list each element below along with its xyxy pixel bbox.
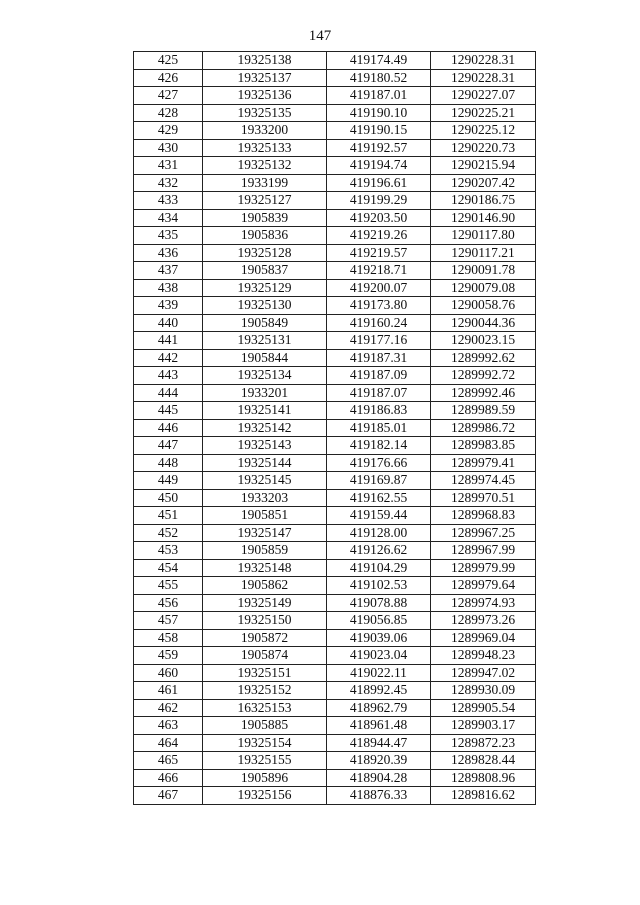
x-coordinate-cell: 419187.01 — [327, 87, 431, 105]
x-coordinate-cell: 419182.14 — [327, 437, 431, 455]
y-coordinate-cell: 1290091.78 — [431, 262, 536, 280]
y-coordinate-cell: 1289979.99 — [431, 559, 536, 577]
x-coordinate-cell: 419174.49 — [327, 52, 431, 70]
y-coordinate-cell: 1289816.62 — [431, 787, 536, 805]
point-number-cell: 441 — [134, 332, 203, 350]
y-coordinate-cell: 1289986.72 — [431, 419, 536, 437]
parcel-id-cell: 1905885 — [203, 717, 327, 735]
y-coordinate-cell: 1289979.41 — [431, 454, 536, 472]
table-row — [134, 752, 536, 770]
point-number-cell: 437 — [134, 262, 203, 280]
table-row — [134, 209, 536, 227]
parcel-id-cell: 16325153 — [203, 699, 327, 717]
point-number-cell: 435 — [134, 227, 203, 245]
y-coordinate-cell: 1289974.45 — [431, 472, 536, 490]
table-row — [134, 454, 536, 472]
table-row — [134, 682, 536, 700]
table-row — [134, 699, 536, 717]
table-row — [134, 87, 536, 105]
x-coordinate-cell: 419219.26 — [327, 227, 431, 245]
parcel-id-cell: 19325141 — [203, 402, 327, 420]
x-coordinate-cell: 419039.06 — [327, 629, 431, 647]
table-row — [134, 612, 536, 630]
x-coordinate-cell: 419200.07 — [327, 279, 431, 297]
x-coordinate-cell: 418992.45 — [327, 682, 431, 700]
y-coordinate-cell: 1290227.07 — [431, 87, 536, 105]
y-coordinate-cell: 1290117.21 — [431, 244, 536, 262]
x-coordinate-cell: 419192.57 — [327, 139, 431, 157]
x-coordinate-cell: 419160.24 — [327, 314, 431, 332]
y-coordinate-cell: 1289948.23 — [431, 647, 536, 665]
parcel-id-cell: 19325155 — [203, 752, 327, 770]
table-row — [134, 332, 536, 350]
point-number-cell: 432 — [134, 174, 203, 192]
x-coordinate-cell: 418904.28 — [327, 769, 431, 787]
point-number-cell: 466 — [134, 769, 203, 787]
y-coordinate-cell: 1290023.15 — [431, 332, 536, 350]
point-number-cell: 445 — [134, 402, 203, 420]
parcel-id-cell: 19325133 — [203, 139, 327, 157]
parcel-id-cell: 19325128 — [203, 244, 327, 262]
y-coordinate-cell: 1290058.76 — [431, 297, 536, 315]
x-coordinate-cell: 419185.01 — [327, 419, 431, 437]
page-number: 147 — [308, 28, 332, 44]
x-coordinate-cell: 419196.61 — [327, 174, 431, 192]
y-coordinate-cell: 1290228.31 — [431, 52, 536, 70]
y-coordinate-cell: 1290117.80 — [431, 227, 536, 245]
point-number-cell: 452 — [134, 524, 203, 542]
table-row — [134, 314, 536, 332]
parcel-id-cell: 1905862 — [203, 577, 327, 595]
parcel-id-cell: 19325150 — [203, 612, 327, 630]
table-row — [134, 279, 536, 297]
parcel-id-cell: 19325132 — [203, 157, 327, 175]
table-row — [134, 629, 536, 647]
parcel-id-cell: 1905872 — [203, 629, 327, 647]
x-coordinate-cell: 419186.83 — [327, 402, 431, 420]
table-row — [134, 419, 536, 437]
parcel-id-cell: 19325144 — [203, 454, 327, 472]
y-coordinate-cell: 1289947.02 — [431, 664, 536, 682]
point-number-cell: 439 — [134, 297, 203, 315]
y-coordinate-cell: 1289968.83 — [431, 507, 536, 525]
parcel-id-cell: 19325143 — [203, 437, 327, 455]
y-coordinate-cell: 1290220.73 — [431, 139, 536, 157]
y-coordinate-cell: 1289905.54 — [431, 699, 536, 717]
y-coordinate-cell: 1290207.42 — [431, 174, 536, 192]
point-number-cell: 428 — [134, 104, 203, 122]
table-row — [134, 349, 536, 367]
parcel-id-cell: 19325151 — [203, 664, 327, 682]
parcel-id-cell: 19325136 — [203, 87, 327, 105]
x-coordinate-cell: 419173.80 — [327, 297, 431, 315]
x-coordinate-cell: 419218.71 — [327, 262, 431, 280]
point-number-cell: 456 — [134, 594, 203, 612]
parcel-id-cell: 19325129 — [203, 279, 327, 297]
parcel-id-cell: 19325142 — [203, 419, 327, 437]
table-row — [134, 104, 536, 122]
table-row — [134, 157, 536, 175]
parcel-id-cell: 19325130 — [203, 297, 327, 315]
point-number-cell: 436 — [134, 244, 203, 262]
table-row — [134, 262, 536, 280]
table-row — [134, 402, 536, 420]
point-number-cell: 453 — [134, 542, 203, 560]
point-number-cell: 454 — [134, 559, 203, 577]
table-row — [134, 577, 536, 595]
y-coordinate-cell: 1289967.99 — [431, 542, 536, 560]
parcel-id-cell: 1933199 — [203, 174, 327, 192]
point-number-cell: 431 — [134, 157, 203, 175]
table-row — [134, 437, 536, 455]
parcel-id-cell: 1933201 — [203, 384, 327, 402]
x-coordinate-cell: 418920.39 — [327, 752, 431, 770]
parcel-id-cell: 19325154 — [203, 734, 327, 752]
point-number-cell: 429 — [134, 122, 203, 140]
y-coordinate-cell: 1289992.72 — [431, 367, 536, 385]
point-number-cell: 462 — [134, 699, 203, 717]
x-coordinate-cell: 419190.10 — [327, 104, 431, 122]
y-coordinate-cell: 1290079.08 — [431, 279, 536, 297]
y-coordinate-cell: 1289973.26 — [431, 612, 536, 630]
table-row — [134, 227, 536, 245]
point-number-cell: 458 — [134, 629, 203, 647]
parcel-id-cell: 19325152 — [203, 682, 327, 700]
y-coordinate-cell: 1289828.44 — [431, 752, 536, 770]
y-coordinate-cell: 1290186.75 — [431, 192, 536, 210]
parcel-id-cell: 1933203 — [203, 489, 327, 507]
table-row — [134, 734, 536, 752]
y-coordinate-cell: 1289903.17 — [431, 717, 536, 735]
parcel-id-cell: 1905839 — [203, 209, 327, 227]
parcel-id-cell: 19325134 — [203, 367, 327, 385]
point-number-cell: 427 — [134, 87, 203, 105]
point-number-cell: 464 — [134, 734, 203, 752]
parcel-id-cell: 19325127 — [203, 192, 327, 210]
parcel-id-cell: 19325148 — [203, 559, 327, 577]
x-coordinate-cell: 419159.44 — [327, 507, 431, 525]
y-coordinate-cell: 1289992.62 — [431, 349, 536, 367]
x-coordinate-cell: 419190.15 — [327, 122, 431, 140]
point-number-cell: 447 — [134, 437, 203, 455]
point-number-cell: 433 — [134, 192, 203, 210]
y-coordinate-cell: 1289983.85 — [431, 437, 536, 455]
table-row — [134, 489, 536, 507]
y-coordinate-cell: 1289974.93 — [431, 594, 536, 612]
y-coordinate-cell: 1289989.59 — [431, 402, 536, 420]
x-coordinate-cell: 419128.00 — [327, 524, 431, 542]
parcel-id-cell: 19325131 — [203, 332, 327, 350]
y-coordinate-cell: 1289979.64 — [431, 577, 536, 595]
parcel-id-cell: 1905874 — [203, 647, 327, 665]
table-row — [134, 52, 536, 70]
y-coordinate-cell: 1289969.04 — [431, 629, 536, 647]
x-coordinate-cell: 419176.66 — [327, 454, 431, 472]
x-coordinate-cell: 419187.31 — [327, 349, 431, 367]
table-row — [134, 367, 536, 385]
y-coordinate-cell: 1289967.25 — [431, 524, 536, 542]
x-coordinate-cell: 419056.85 — [327, 612, 431, 630]
parcel-id-cell: 1905851 — [203, 507, 327, 525]
table-row — [134, 122, 536, 140]
parcel-id-cell: 1905836 — [203, 227, 327, 245]
x-coordinate-cell: 419203.50 — [327, 209, 431, 227]
y-coordinate-cell: 1290146.90 — [431, 209, 536, 227]
y-coordinate-cell: 1290215.94 — [431, 157, 536, 175]
table-row — [134, 69, 536, 87]
x-coordinate-cell: 419102.53 — [327, 577, 431, 595]
point-number-cell: 430 — [134, 139, 203, 157]
table-row — [134, 297, 536, 315]
point-number-cell: 459 — [134, 647, 203, 665]
parcel-id-cell: 19325137 — [203, 69, 327, 87]
x-coordinate-cell: 418962.79 — [327, 699, 431, 717]
coordinates-table-body — [134, 52, 536, 805]
x-coordinate-cell: 419162.55 — [327, 489, 431, 507]
parcel-id-cell: 1905844 — [203, 349, 327, 367]
table-row — [134, 717, 536, 735]
coordinates-table — [133, 51, 536, 805]
point-number-cell: 449 — [134, 472, 203, 490]
parcel-id-cell: 1905837 — [203, 262, 327, 280]
point-number-cell: 463 — [134, 717, 203, 735]
point-number-cell: 450 — [134, 489, 203, 507]
x-coordinate-cell: 419078.88 — [327, 594, 431, 612]
x-coordinate-cell: 419187.09 — [327, 367, 431, 385]
table-row — [134, 192, 536, 210]
parcel-id-cell: 19325135 — [203, 104, 327, 122]
parcel-id-cell: 1905859 — [203, 542, 327, 560]
point-number-cell: 425 — [134, 52, 203, 70]
table-row — [134, 384, 536, 402]
point-number-cell: 438 — [134, 279, 203, 297]
table-row — [134, 524, 536, 542]
point-number-cell: 467 — [134, 787, 203, 805]
x-coordinate-cell: 419187.07 — [327, 384, 431, 402]
y-coordinate-cell: 1289808.96 — [431, 769, 536, 787]
table-row — [134, 647, 536, 665]
point-number-cell: 455 — [134, 577, 203, 595]
x-coordinate-cell: 419023.04 — [327, 647, 431, 665]
point-number-cell: 465 — [134, 752, 203, 770]
parcel-id-cell: 1933200 — [203, 122, 327, 140]
table-row — [134, 507, 536, 525]
y-coordinate-cell: 1289970.51 — [431, 489, 536, 507]
x-coordinate-cell: 419194.74 — [327, 157, 431, 175]
x-coordinate-cell: 418876.33 — [327, 787, 431, 805]
point-number-cell: 434 — [134, 209, 203, 227]
point-number-cell: 457 — [134, 612, 203, 630]
y-coordinate-cell: 1289992.46 — [431, 384, 536, 402]
parcel-id-cell: 19325138 — [203, 52, 327, 70]
table-row — [134, 542, 536, 560]
table-row — [134, 769, 536, 787]
point-number-cell: 461 — [134, 682, 203, 700]
parcel-id-cell: 1905849 — [203, 314, 327, 332]
x-coordinate-cell: 419199.29 — [327, 192, 431, 210]
x-coordinate-cell: 419177.16 — [327, 332, 431, 350]
point-number-cell: 442 — [134, 349, 203, 367]
x-coordinate-cell: 419219.57 — [327, 244, 431, 262]
table-row — [134, 244, 536, 262]
x-coordinate-cell: 418944.47 — [327, 734, 431, 752]
point-number-cell: 440 — [134, 314, 203, 332]
point-number-cell: 444 — [134, 384, 203, 402]
point-number-cell: 448 — [134, 454, 203, 472]
point-number-cell: 460 — [134, 664, 203, 682]
y-coordinate-cell: 1289872.23 — [431, 734, 536, 752]
y-coordinate-cell: 1290225.21 — [431, 104, 536, 122]
table-row — [134, 664, 536, 682]
parcel-id-cell: 1905896 — [203, 769, 327, 787]
x-coordinate-cell: 419169.87 — [327, 472, 431, 490]
parcel-id-cell: 19325145 — [203, 472, 327, 490]
table-row — [134, 559, 536, 577]
y-coordinate-cell: 1290225.12 — [431, 122, 536, 140]
parcel-id-cell: 19325149 — [203, 594, 327, 612]
parcel-id-cell: 19325147 — [203, 524, 327, 542]
x-coordinate-cell: 419126.62 — [327, 542, 431, 560]
table-row — [134, 174, 536, 192]
parcel-id-cell: 19325156 — [203, 787, 327, 805]
point-number-cell: 446 — [134, 419, 203, 437]
point-number-cell: 451 — [134, 507, 203, 525]
x-coordinate-cell: 419022.11 — [327, 664, 431, 682]
table-row — [134, 787, 536, 805]
x-coordinate-cell: 419180.52 — [327, 69, 431, 87]
y-coordinate-cell: 1290044.36 — [431, 314, 536, 332]
y-coordinate-cell: 1289930.09 — [431, 682, 536, 700]
table-row — [134, 139, 536, 157]
table-row — [134, 472, 536, 490]
table-row — [134, 594, 536, 612]
point-number-cell: 426 — [134, 69, 203, 87]
y-coordinate-cell: 1290228.31 — [431, 69, 536, 87]
x-coordinate-cell: 419104.29 — [327, 559, 431, 577]
x-coordinate-cell: 418961.48 — [327, 717, 431, 735]
point-number-cell: 443 — [134, 367, 203, 385]
